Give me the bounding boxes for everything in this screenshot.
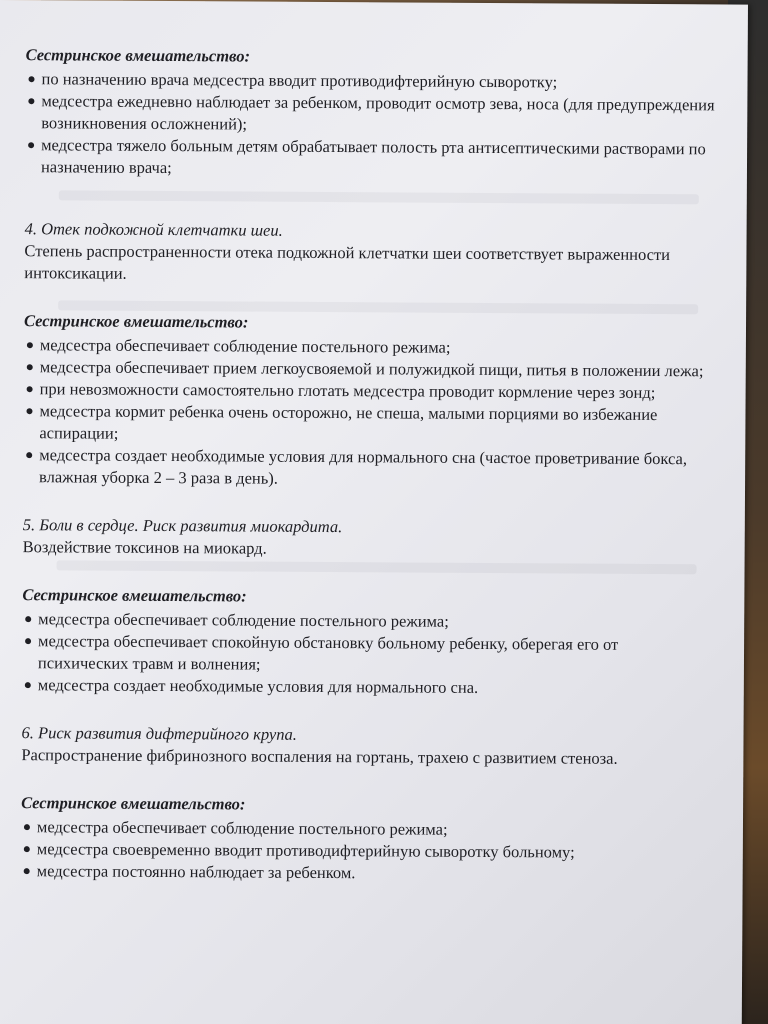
section-description: Степень распространенности отека подкожной клетчатки шеи соответствует выраженности интоксикации. <box>24 241 671 283</box>
list-item: медсестра ежедневно наблюдает за ребенком, проводит осмотр зева, носа (для предупреждения возникновения осложнений); <box>25 90 715 138</box>
section-heart-pain <box>22 514 713 700</box>
list-item: медсестра кормит ребенка очень осторожно, не спеша, малыми порциями во избежание аспирации; <box>23 400 713 448</box>
list-item: медсестра создает необходимые условия для нормального сна (частое проветривание бокса, влажная уборка 2 – 3 раза в день). <box>23 444 713 492</box>
section-neck-edema <box>23 218 715 492</box>
section-heading: Сестринское вмешательство: <box>23 311 249 332</box>
bullet-list <box>22 608 713 700</box>
list-item: медсестра обеспечивает соблюдение постельного режима; <box>24 334 714 360</box>
section-description: Распространение фибринозного воспаления на гортань, трахею с развитием стеноза. <box>21 745 618 768</box>
bullet-list <box>23 334 714 492</box>
list-item: медсестра тяжело больным детям обрабатывает полость рта антисептическими растворами по назначению врача; <box>25 134 715 182</box>
list-item: медсестра создает необходимые условия для нормального сна. <box>22 674 712 700</box>
section-croup-risk <box>21 722 712 886</box>
section-heading: Сестринское вмешательство: <box>25 45 251 66</box>
section-title: 4. Отек подкожной клетчатки шеи. <box>24 219 283 240</box>
section-heading: Сестринское вмешательство: <box>22 585 247 606</box>
section-heading: Сестринское вмешательство: <box>21 793 246 814</box>
bullet-list <box>21 816 711 886</box>
section-description: Воздействие токсинов на миокард. <box>22 537 267 558</box>
section-title: 5. Боли в сердце. Риск развития миокардита. <box>22 515 343 537</box>
section-title: 6. Риск развития дифтерийного крупа. <box>21 723 297 744</box>
list-item: медсестра своевременно вводит противодифтерийную сыворотку больному; <box>21 838 711 864</box>
list-item: при невозможности самостоятельно глотать медсестра проводит кормление через зонд; <box>24 378 714 404</box>
list-item: медсестра обеспечивает соблюдение постельного режима; <box>21 816 711 842</box>
bullet-list <box>25 68 716 182</box>
list-item: медсестра обеспечивает прием легкоусвояемой и полужидкой пищи, питья в положении лежа; <box>24 356 714 382</box>
list-item: медсестра обеспечивает спокойную обстановку больному ребенку, оберегая его от психических травм и волнения; <box>22 630 712 678</box>
list-item: медсестра постоянно наблюдает за ребенком. <box>21 860 711 886</box>
list-item: медсестра обеспечивает соблюдение постельного режима; <box>22 608 712 634</box>
section-intervention-serum <box>25 44 716 182</box>
list-item: по назначению врача медсестра вводит противодифтерийную сыворотку; <box>25 68 715 94</box>
document-body <box>21 44 716 886</box>
